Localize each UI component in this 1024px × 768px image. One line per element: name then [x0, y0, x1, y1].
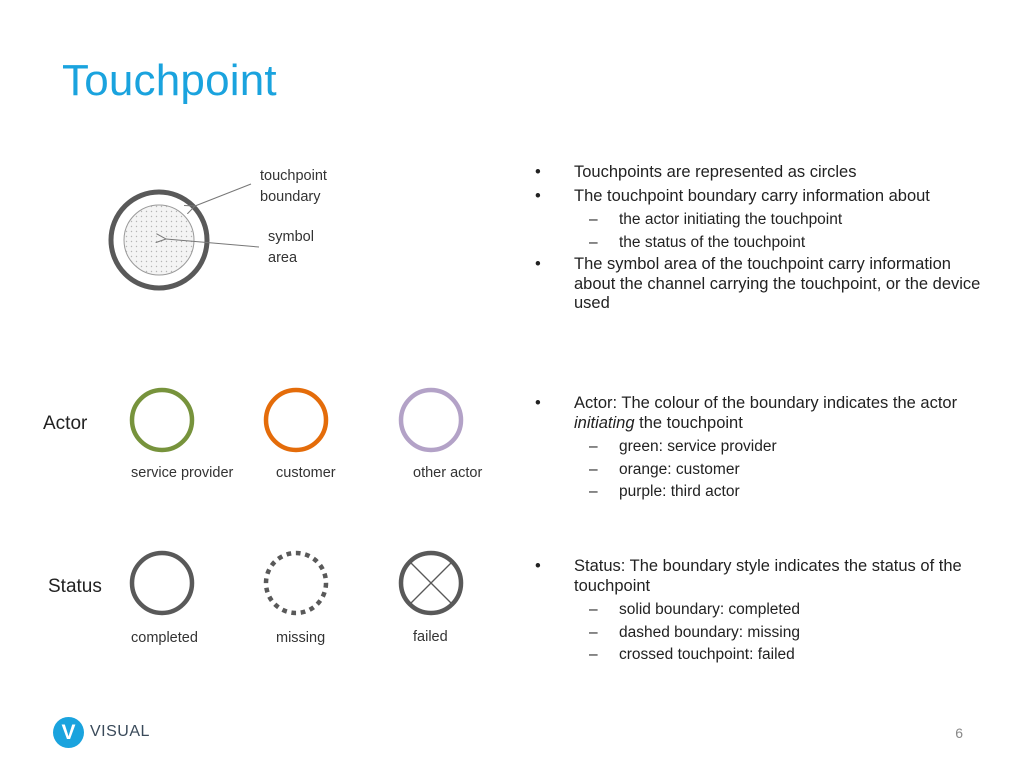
service-provider-label: service provider [131, 465, 234, 481]
symbol-label-line1: symbol [268, 229, 314, 245]
bullet-circles: • Touchpoints are represented as circles [534, 163, 994, 183]
sub-bullet-dashed: – dashed boundary: missing [534, 623, 994, 643]
sub-bullet-solid: – solid boundary: completed [534, 600, 994, 620]
boundary-pointer-arrow [195, 184, 251, 206]
symbol-area-circle [124, 205, 194, 275]
status-row-label: Status [48, 576, 102, 597]
other-actor-label: other actor [413, 465, 483, 481]
sub-bullet-purple: – purple: third actor [534, 482, 994, 502]
status-bullets [534, 557, 994, 668]
bullet-status-style: • Status: The boundary style indicates the status of the touchpoint [534, 557, 994, 596]
anatomy-touchpoint [111, 192, 207, 288]
sub-bullet-green: – green: service provider [534, 437, 994, 457]
logo-text: VISUAL [90, 723, 150, 740]
page-number: 6 [955, 725, 963, 741]
boundary-label [260, 166, 327, 208]
actor-bullets [534, 394, 994, 505]
completed-label: completed [131, 630, 198, 646]
sub-bullet-actor: – the actor initiating the touchpoint [534, 210, 994, 230]
symbol-label-line2: area [268, 250, 298, 266]
completed-circle [132, 553, 192, 613]
intro-bullets [534, 163, 994, 318]
actor-bullet-text-pre: Actor: The colour of the boundary indicates the actor [574, 394, 958, 412]
actor-row-label: Actor [43, 413, 88, 434]
customer-circle [266, 390, 326, 450]
missing-label: missing [276, 630, 326, 646]
visual-logo [53, 715, 150, 749]
boundary-label-line2: boundary [260, 189, 321, 205]
actor-bullet-text-post: the touchpoint [634, 413, 743, 432]
sub-bullet-crossed: – crossed touchpoint: failed [534, 645, 994, 665]
other-actor-circle [401, 390, 461, 450]
symbol-label [268, 227, 314, 269]
missing-circle [266, 553, 326, 613]
sub-bullet-orange: – orange: customer [534, 460, 994, 480]
customer-label: customer [276, 465, 336, 481]
boundary-label-line1: touchpoint [260, 168, 327, 184]
bullet-actor-colour [534, 394, 994, 433]
bullet-boundary-info: • The touchpoint boundary carry information about [534, 187, 994, 207]
bullet-symbol-area: • The symbol area of the touchpoint carry information about the channel carrying the touchpoint, or the device used [534, 255, 994, 314]
actor-bullet-text-em: initiating [574, 413, 635, 432]
logo-mark-icon: V [53, 717, 84, 748]
failed-touchpoint [401, 553, 461, 613]
sub-bullet-status: – the status of the touchpoint [534, 233, 994, 253]
failed-label: failed [413, 629, 448, 645]
service-provider-circle [132, 390, 192, 450]
slide-title: Touchpoint [62, 56, 277, 105]
